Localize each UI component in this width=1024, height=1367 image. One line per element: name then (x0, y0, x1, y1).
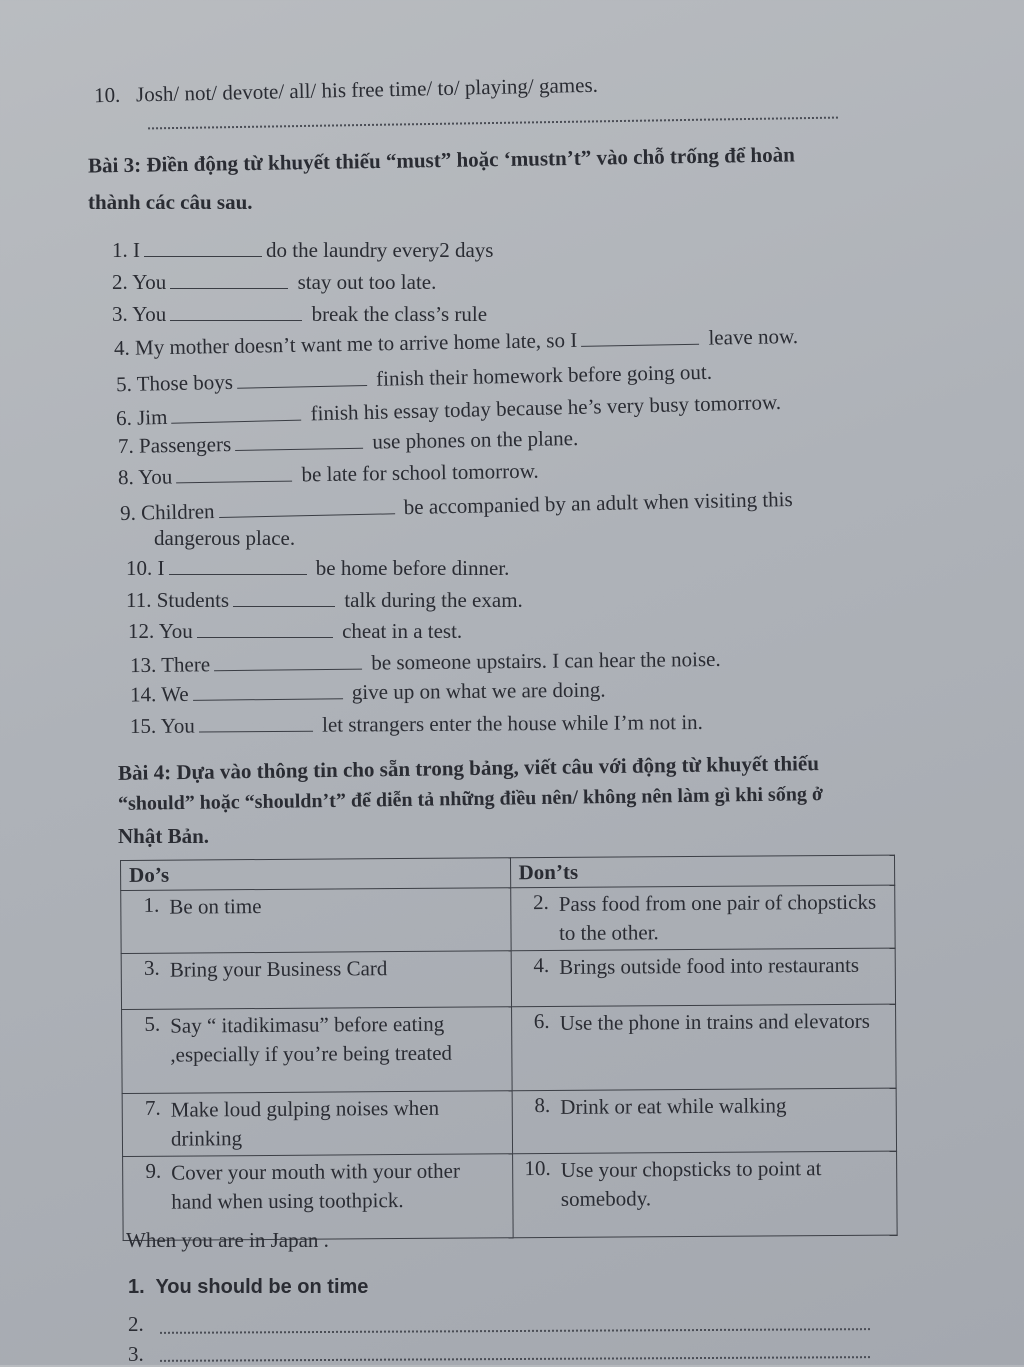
ex3-title-line2: thành các câu sau. (88, 190, 253, 214)
fill-blank[interactable] (170, 270, 288, 289)
do-cell: 7. Make loud gulping noises when drinking (122, 1091, 512, 1157)
table-row (122, 1004, 897, 1093)
do-cell: 9. Cover your mouth with your other hand when using toothpick. (123, 1154, 513, 1241)
answer-2-line[interactable] (160, 1328, 870, 1334)
answer-1: 1. You should be on time (128, 1276, 369, 1298)
answer-line (148, 117, 838, 130)
answer-3-label: 3. (128, 1342, 144, 1366)
dos-donts-table (120, 855, 898, 1241)
fill-blank[interactable] (233, 588, 335, 607)
dont-cell: 10. Use your chopsticks to point at somebody. (512, 1151, 897, 1238)
fill-blank[interactable] (171, 402, 301, 424)
ex3-item-11: 11. Students talk during the exam. (126, 588, 523, 612)
prev-item-text: Josh/ not/ devote/ all/ his free time/ to/ playing/ games. (135, 72, 599, 107)
ex3-item-12: 12. You cheat in a test. (128, 619, 463, 643)
ex4-title-line3: Nhật Bản. (118, 824, 210, 848)
answer-3-line[interactable] (160, 1356, 870, 1362)
ex3-item-5: 5. Those boys finish their homework before going out. (115, 359, 713, 397)
ex3-item-9: 9. Children be accompanied by an adult when visiting this (119, 486, 793, 526)
fill-blank[interactable] (176, 463, 292, 484)
table-row (121, 948, 895, 1009)
column-header-dos: Do’s (121, 858, 511, 891)
ex3-item-9-cont: dangerous place. (154, 526, 296, 550)
fill-blank[interactable] (214, 651, 362, 672)
ex4-title-line1: Bài 4: Dựa vào thông tin cho sẵn trong bảng, viết câu với động từ khuyết thiếu (117, 751, 820, 785)
ex3-item-7: 7. Passengers use phones on the plane. (117, 425, 579, 459)
fill-blank[interactable] (581, 326, 699, 347)
table-caption: When you are in Japan . (126, 1228, 329, 1252)
dont-cell: 8. Drink or eat while walking (512, 1088, 897, 1154)
ex3-item-2: 2. You stay out too late. (112, 270, 437, 294)
table-row (121, 885, 895, 953)
do-cell: 1. Be on time (121, 888, 511, 954)
fill-blank[interactable] (197, 619, 333, 638)
column-header-donts: Don’ts (510, 855, 895, 888)
dont-cell: 2. Pass food from one pair of chopsticks to the other. (510, 885, 895, 951)
fill-blank[interactable] (144, 238, 262, 257)
dont-cell: 4. Brings outside food into restaurants (511, 948, 896, 1007)
fill-blank[interactable] (199, 713, 313, 733)
fill-blank[interactable] (237, 367, 367, 389)
ex3-title-line1: Bài 3: Điền động từ khuyết thiếu “must” hoặc ‘mustn’t” vào chỗ trống để hoàn (87, 142, 795, 178)
fill-blank[interactable] (192, 680, 342, 701)
fill-blank[interactable] (235, 430, 363, 451)
ex3-item-4: 4. My mother doesn’t want me to arrive home late, so I leave now. (113, 324, 799, 360)
ex3-item-10: 10. I be home before dinner. (126, 556, 510, 580)
dont-cell: 6. Use the phone in trains and elevators (511, 1004, 896, 1091)
ex4-title-line2: “should” hoặc “shouldn’t” để diễn tả những điều nên/ không nên làm gì khi sống ở (117, 783, 824, 815)
do-cell: 5. Say “ itadikimasu” before eating ,especially if you’re being treated (122, 1007, 512, 1094)
ex3-item-1: 1. I do the laundry every2 days (112, 238, 494, 262)
prev-item-number: 10. (93, 82, 121, 108)
ex3-item-13: 13. There be someone upstairs. I can hear the noise. (129, 646, 721, 678)
fill-blank[interactable] (170, 302, 302, 321)
ex3-item-3: 3. You break the class’s rule (112, 302, 488, 326)
table-row (122, 1088, 896, 1156)
fill-blank[interactable] (169, 556, 307, 575)
answer-2-label: 2. (128, 1312, 144, 1336)
ex3-item-8: 8. You be late for school tomorrow. (117, 458, 539, 490)
fill-blank[interactable] (218, 495, 394, 518)
prev-item-10 (94, 73, 598, 109)
do-cell: 3. Bring your Business Card (121, 951, 511, 1010)
ex3-item-6: 6. Jim finish his essay today because he’s very busy tomorrow. (115, 389, 782, 431)
ex3-item-15: 15. You let strangers enter the house while I’m not in. (129, 710, 703, 738)
ex3-item-14: 14. We give up on what we are doing. (129, 677, 606, 707)
